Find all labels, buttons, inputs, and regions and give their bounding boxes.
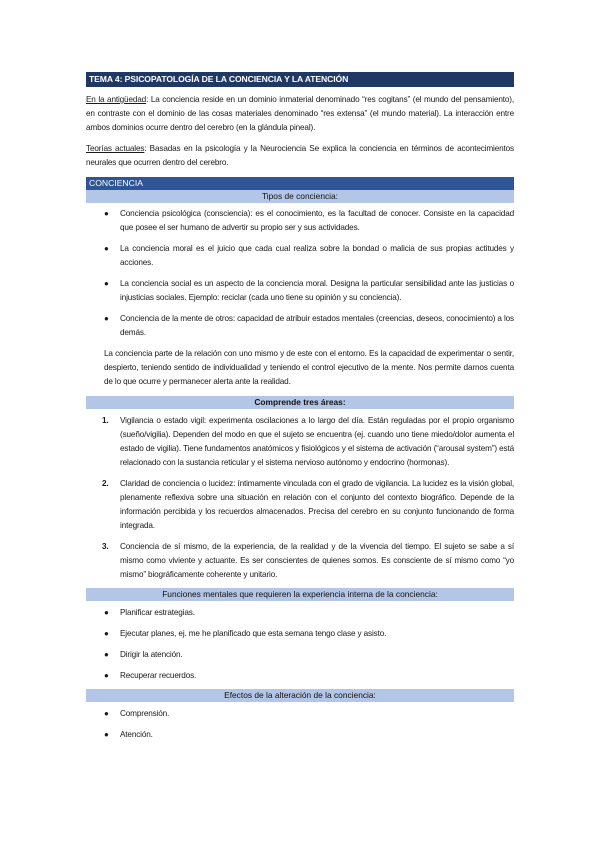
list-item: 2. Claridad de conciencia o lucidez: íntimamente vinculada con el grado de vigilancia. La lucidez es la visión global, plenamente reflexiva sobre una situación en relación con el conjunto del contexto biográfico. Depende de la información percibida y los recuerdos almacenados. Precisa del cerebro en su conjunto funcionando de forma integrada. [102,479,514,530]
bullet-icon: ● [104,279,109,288]
list-item: ● Atención. [86,728,514,742]
document-page [86,72,514,742]
summary-paragraph: La conciencia parte de la relación con uno mismo y de este con el entorno. Es la capacidad de experimentar o sentir, despierto, teniendo sentido de individualidad y teniendo el control ejecutivo de la mente. Nos permite darnos cuenta de lo que ocurre y permanecer alerta ante la realidad. [104,349,514,386]
teorias-text: : Basadas en la psicología y la Neurociencia Se explica la conciencia en términos de acontecimientos neurales que ocurren dentro del cerebro. [86,144,514,167]
list-item: ● La conciencia social es un aspecto de la conciencia moral. Designa la particular sensibilidad ante las justicias o injusticias sociales. Ejemplo: reciclar (cada uno tiene su opinión y su conciencia). [104,279,514,302]
list-item: ● Conciencia psicológica (consciencia): es el conocimiento, es la facultad de conocer. Consiste en la capacidad que posee el ser humano de advertir su propio ser y sus actividades. [104,209,514,232]
subheading-efectos: Efectos de la alteración de la conciencia: [86,689,514,702]
bullet-icon: ● [104,671,109,680]
subheading-tipos: Tipos de conciencia: [86,190,514,203]
teorias-label: Teorías actuales [86,144,145,153]
list-item: 1. Vigilancia o estado vigil: experimenta oscilaciones a lo largo del día. Están reguladas por el propio organismo (sueño/vigilia). Dependen del modo en que el sujeto se encuentra (ej. cuando uno tiene miedo/dolor aumenta el estado de vigilia). Tiene fundamentos anatómicos y fisiológicos y el sistema de activación (“arousal system”) está relacionado con la sustancia reticular y el sistema nervioso autónomo y endocrino (hormonas). [102,416,514,467]
funciones-list [86,606,514,683]
tipos-list [86,207,514,340]
list-item: ● Comprensión. [86,707,514,721]
bullet-icon: ● [104,209,109,218]
bullet-icon: ● [104,730,109,739]
list-item: ● Ejecutar planes, ej. me he planificado que esta semana tengo clase y asisto. [86,627,514,641]
areas-list [86,414,514,582]
antiguedad-label: En la antigüedad [86,95,147,104]
list-item: ● Recuperar recuerdos. [86,669,514,683]
list-number: 1. [102,416,109,425]
list-item: ● Conciencia de la mente de otros: capacidad de atribuir estados mentales (creencias, deseos, conocimiento) a los demás. [104,314,514,337]
list-number: 3. [102,542,109,551]
list-item: 3. Conciencia de sí mismo, de la experiencia, de la realidad y de la vivencia del tiempo. El sujeto se sabe a sí mismo como viviente y actuante. Es ser conscientes de quienes somos. Es consciente de sí mismo como “yo mismo” biográficamente coherente y unitario. [102,542,514,579]
bullet-icon: ● [104,244,109,253]
list-item: ● Planificar estrategias. [86,606,514,620]
subheading-funciones: Funciones mentales que requieren la experiencia interna de la conciencia: [86,588,514,601]
bullet-icon: ● [104,629,109,638]
bullet-icon: ● [104,314,109,323]
antiguedad-text: : La conciencia reside en un dominio inmaterial denominado “res cogitans” (el mundo del pensamiento), en contraste con el dominio de las cosas materiales denominado “res extensa” (el mundo material). La interacción entre ambos dominios ocurre dentro del cerebro (en la glándula pineal). [86,95,514,132]
bullet-icon: ● [104,650,109,659]
subheading-areas: Comprende tres áreas: [86,396,514,409]
bullet-icon: ● [104,608,109,617]
bullet-icon: ● [104,709,109,718]
section-heading-conciencia: CONCIENCIA [86,177,514,190]
efectos-list [86,707,514,742]
list-item: ● La conciencia moral es el juicio que cada cual realiza sobre la bondad o malicia de sus propias actitudes y acciones. [104,244,514,267]
antiguedad-paragraph [86,93,514,135]
list-item: ● Dirigir la atención. [86,648,514,662]
teorias-paragraph [86,142,514,170]
list-number: 2. [102,479,109,488]
document-title: TEMA 4: PSICOPATOLOGÍA DE LA CONCIENCIA Y LA ATENCIÓN [86,72,514,87]
